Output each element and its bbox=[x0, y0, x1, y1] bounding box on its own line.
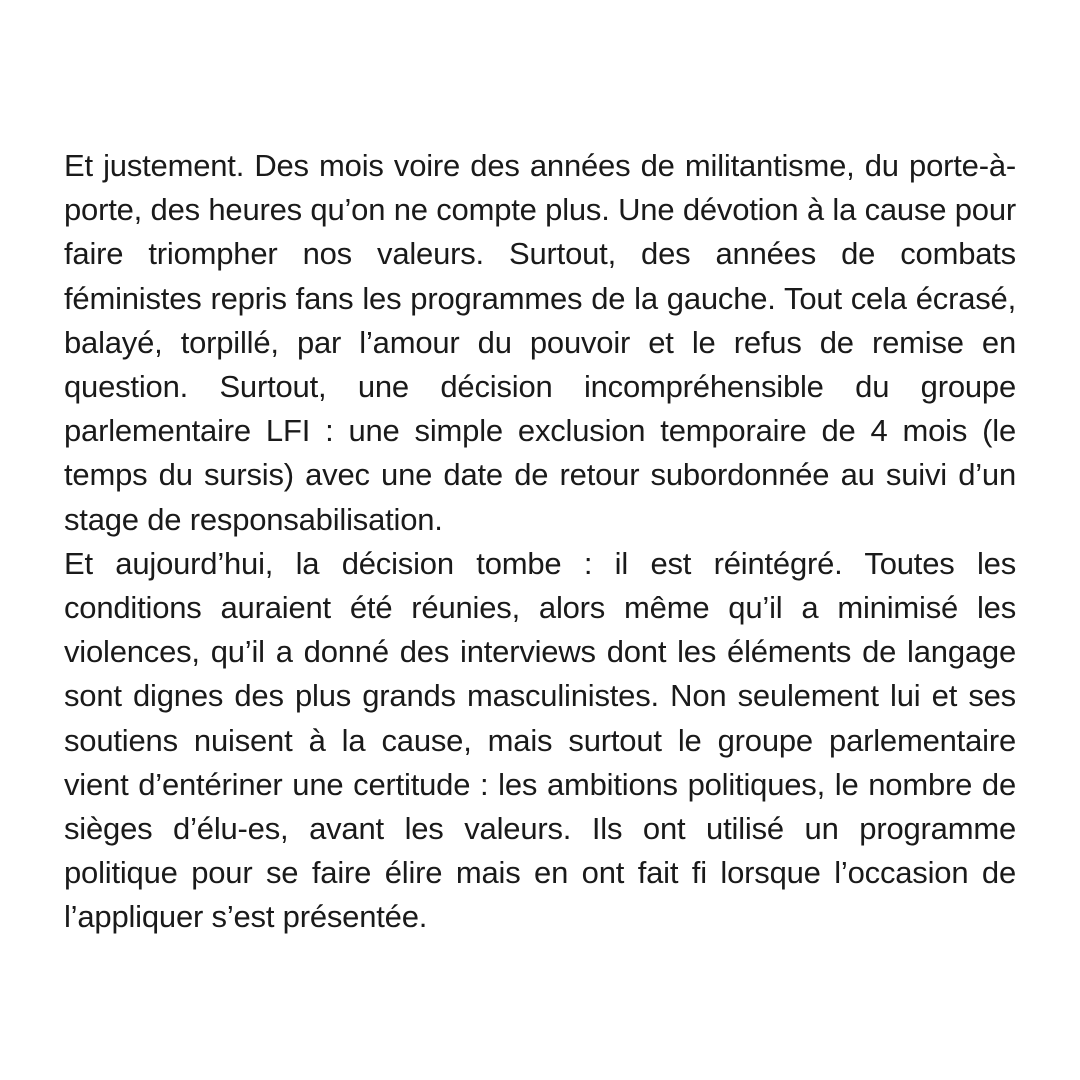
body-text bbox=[64, 144, 1016, 940]
paragraph-2: Et aujourd’hui, la décision tombe : il est réintégré. Toutes les conditions auraient été réunies, alors même qu’il a minimisé les violences, qu’il a donné des interviews dont les éléments de langage sont dignes des plus grands masculinistes. Non seulement lui et ses soutiens nuisent à la cause, mais surtout le groupe parlementaire vient d’entériner une certitude : les ambitions politiques, le nombre de sièges d’élu-es, avant les valeurs. Ils ont utilisé un programme politique pour se faire élire mais en ont fait fi lorsque l’occasion de l’appliquer s’est présentée. bbox=[64, 545, 1016, 935]
paragraph-1: Et justement. Des mois voire des années de militantisme, du porte-à-porte, des heures qu’on ne compte plus. Une dévotion à la cause pour faire triompher nos valeurs. Surtout, des années de combats féministes repris fans les programmes de la gauche. Tout cela écrasé, balayé, torpillé, par l’amour du pouvoir et le refus de remise en question. Surtout, une décision incompréhensible du groupe parlementaire LFI : une simple exclusion temporaire de 4 mois (le temps du sursis) avec une date de retour subordonnée au suivi d’un stage de responsabilisation. bbox=[64, 148, 1016, 537]
